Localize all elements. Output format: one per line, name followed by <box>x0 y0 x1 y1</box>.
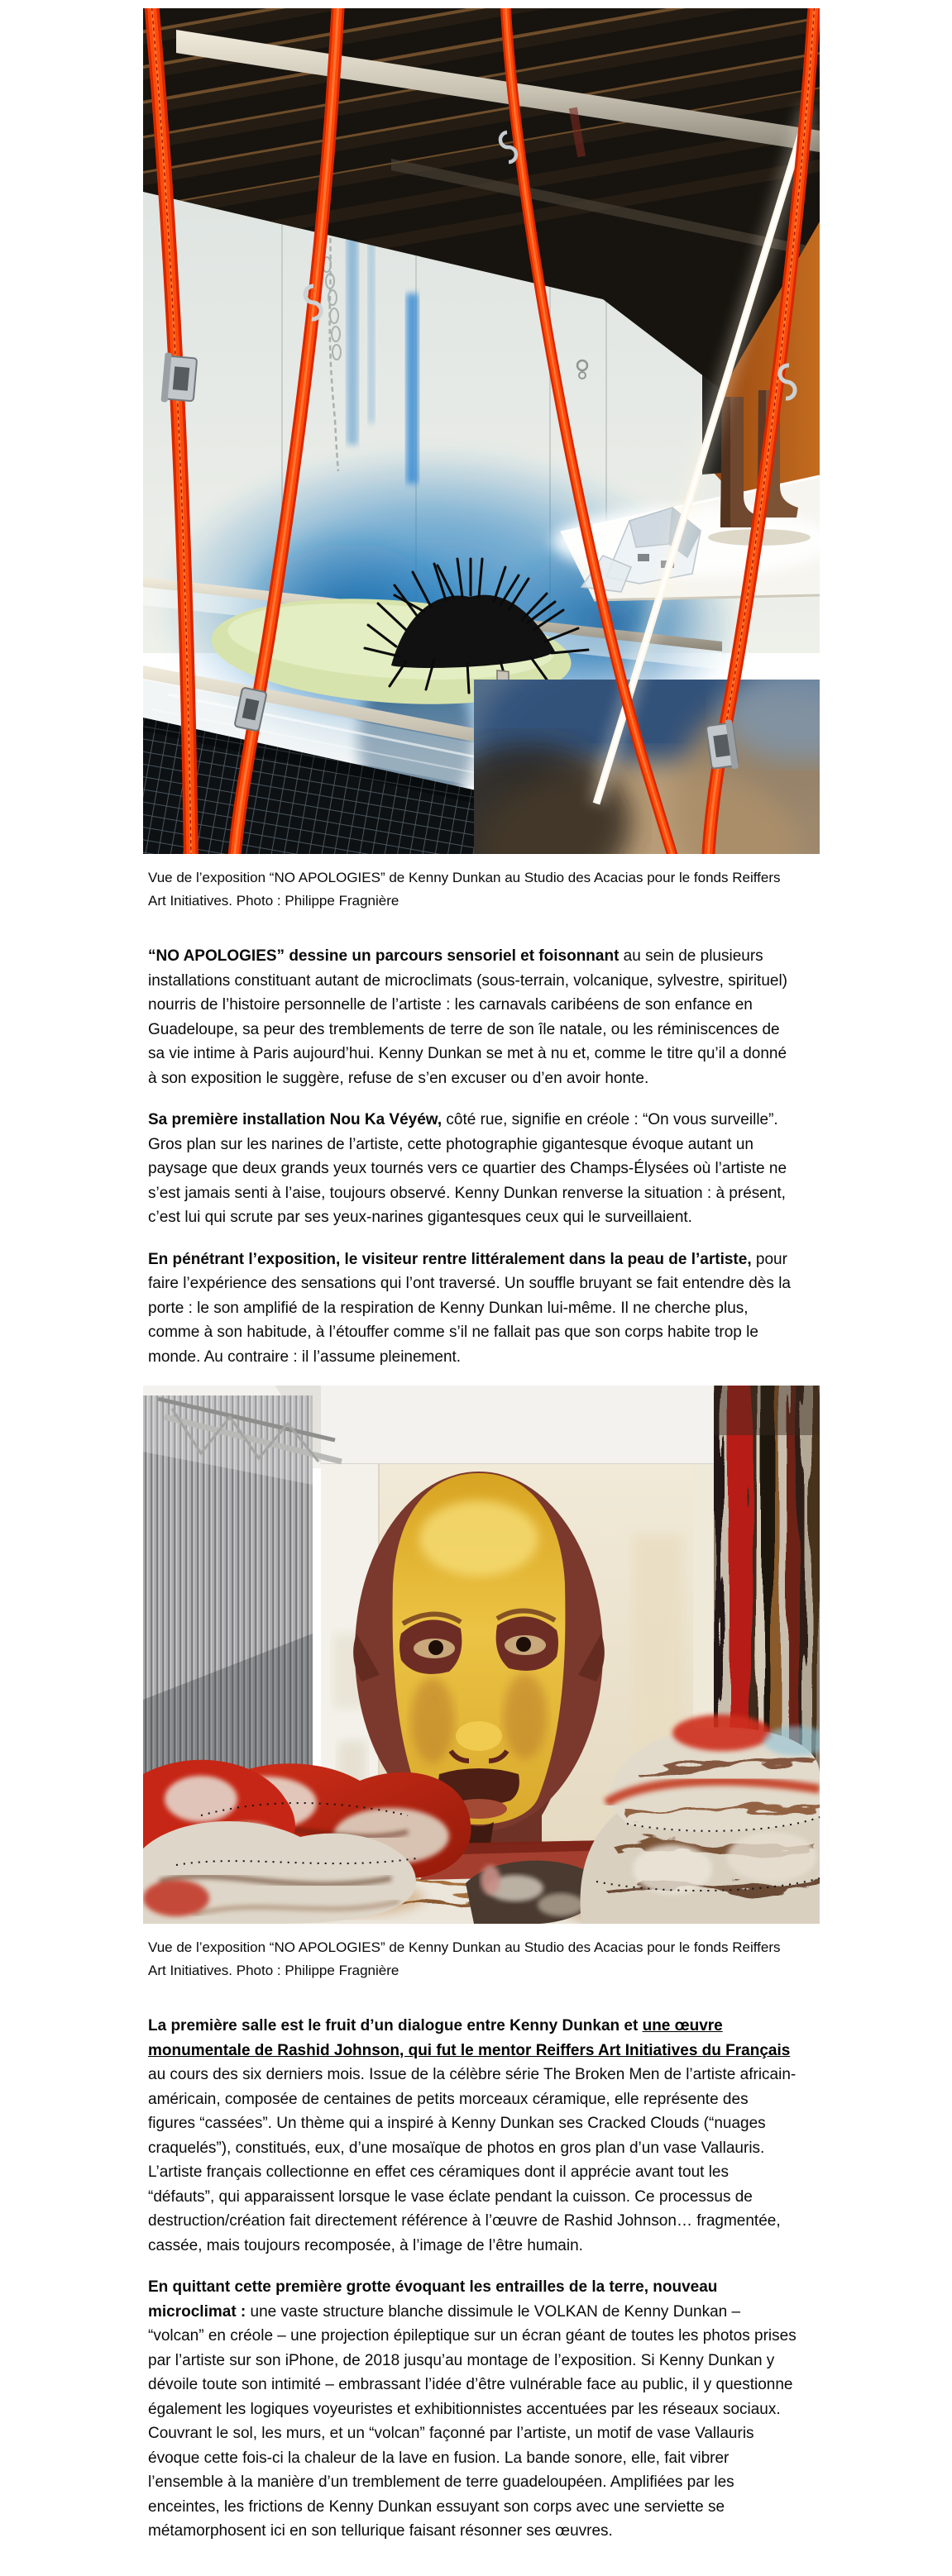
paragraph-text: côté rue, signifie en créole : “On vous surveille”. Gros plan sur les narines de l’artiste, cette photographie gigantesque évoque autant un paysage que deux grands yeux tournés vers ce quartier des Champs-Élysées où l’artiste ne s’est jamais senti à l’aise, toujours observé. Kenny Dunkan renverse la situation : à présent, c’est lui qui scrute par ses yeux-narines gigantesques ceux qui le surveillaient. <box>148 1111 787 1226</box>
article-paragraph-2 <box>143 1108 820 1230</box>
article-paragraph-4 <box>143 2014 820 2258</box>
paragraph-lead-bold: En pénétrant l’exposition, le visiteur rentre littéralement dans la peau de l’artiste, <box>148 1250 752 1268</box>
photo-caption-1: Vue de l’exposition “NO APOLOGIES” de Kenny Dunkan au Studio des Acacias pour le fonds Reiffers Art Initiatives. Photo : Philippe Fragnière <box>148 870 781 909</box>
paragraph-text: pour faire l’expérience des sensations qui l’ont traversé. Un souffle bruyant se fait entendre dès la porte : le son amplifié de la respiration de Kenny Dunkan lui-même. Il ne cherche plus, comme à son habitude, à l’étouffer comme s’il ne fallait pas que son corps habite trop le monde. Au contraire : il l’assume pleinement. <box>148 1250 791 1366</box>
paragraph-text: une vaste structure blanche dissimule le VOLKAN de Kenny Dunkan – “volcan” en créole – une projection épileptique sur un écran géant de toutes les photos prises par l’artiste sur son iPhone, de 2018 jusqu’au montage de l’exposition. Si Kenny Dunkan y dévoile toute son intimité – embrassant l’idée d’être vulnérable face au public, il y questionne également les logiques voyeuristes et exhibitionnistes accentuées par les réseaux sociaux. Couvrant le sol, les murs, et un “volcan” façonné par l’artiste, un motif de vase Vallauris évoque cette fois-ci la chaleur de la lave en fusion. La bande sonore, elle, fait vibrer l’ensemble à la manière d’un tremblement de terre guadeloupéen. Amplifiées par les enceintes, les frictions de Kenny Dunkan essuyant son corps avec une serviette se métamorphosent ici en son tellurique faisant résonner ses œuvres. <box>148 2302 797 2540</box>
exhibition-photo-golden-face <box>143 1386 820 1924</box>
paragraph-text: au cours des six derniers mois. Issue de la célèbre série The Broken Men de l’artiste africain-américain, composée de centaines de petits morceaux céramique, elle représente des figures “cassées”. Un thème qui a inspiré à Kenny Dunkan ses Cracked Clouds (“nuages craquelés”), constitués, eux, d’une mosaïque de photos en gros plan d’un vase Vallauris. L’artiste français collectionne en effet ces céramiques dont il apprécie avant tout les “défauts”, qui apparaissent lorsque le vase éclate pendant la cuisson. Ce processus de destruction/création fait directement référence à l’œuvre de Rashid Johnson… fragmentée, cassée, mais toujours recomposée, à l’image de l’être humain. <box>148 2066 797 2254</box>
ratchet-buckle <box>160 352 197 404</box>
exhibition-photo-straps <box>143 8 820 854</box>
paragraph-lead-bold: Sa première installation Nou Ka Véyéw, <box>148 1111 443 1128</box>
photo-caption-2: Vue de l’exposition “NO APOLOGIES” de Kenny Dunkan au Studio des Acacias pour le fonds Reiffers Art Initiatives. Photo : Philippe Fragnière <box>148 1939 781 1978</box>
figure-installation-1 <box>143 8 820 913</box>
rashid-johnson-article-link[interactable]: une œuvre monumentale de Rashid Johnson, qui fut le mentor Reiffers Art Initiatives du Français <box>148 2017 791 2059</box>
article-paragraph-1 <box>143 944 820 1090</box>
paragraph-text: au sein de plusieurs installations constituant autant de microclimats (sous-terrain, volcanique, sylvestre, spirituel) nourris de l’histoire personnelle de l’artiste : les carnavals caribéens de son enfance en Guadeloupe, sa peur des tremblements de terre de son île natale, ou les réminiscences de sa vie intime à Paris aujourd’hui. Kenny Dunkan se met à nu et, comme le titre qu’il a donné à son exposition le suggère, refuse de s’en excuser ou d’en avoir honte. <box>148 947 787 1087</box>
article-paragraph-5 <box>143 2275 820 2544</box>
ratchet-buckle-d <box>706 719 739 772</box>
paragraph-lead-bold: En quittant cette première grotte évoquant les entrailles de la terre, nouveau microclimat : <box>148 2278 718 2321</box>
paragraph-lead-bold: “NO APOLOGIES” dessine un parcours sensoriel et foisonnant <box>148 947 620 965</box>
figure-installation-2 <box>143 1386 820 1982</box>
marble-cushion-center <box>466 1861 597 1924</box>
paragraph-lead-bold: La première salle est le fruit d’un dialogue entre Kenny Dunkan et <box>148 2017 643 2035</box>
article <box>143 0 820 2576</box>
article-paragraph-3 <box>143 1247 820 1370</box>
